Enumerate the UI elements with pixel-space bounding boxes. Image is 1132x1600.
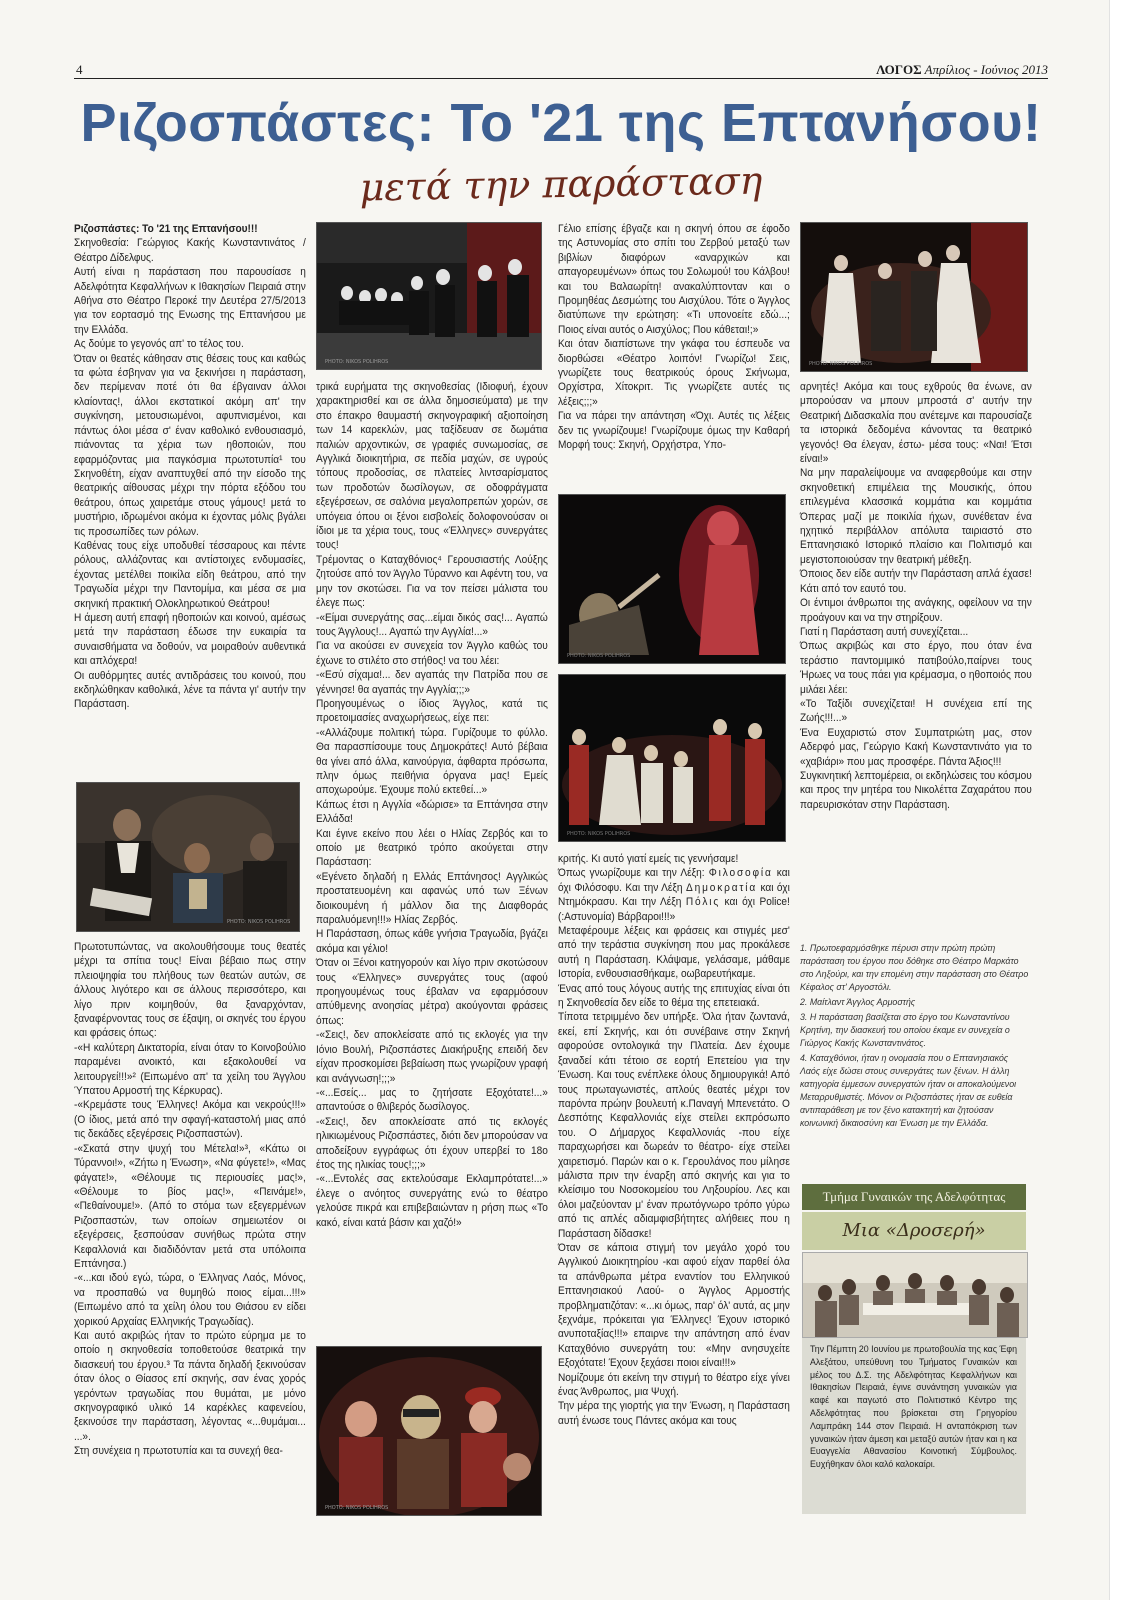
photo-masked-actors	[316, 1346, 542, 1516]
paragraph: Γιατί η Παράσταση αυτή συνεχίζεται...	[800, 625, 969, 638]
paragraph: Νομίζουμε ότι εκείνη την στιγμή το θέατρο είχε γίνει ένας Άνθρωπος, μια Ψυχή.	[558, 1371, 790, 1399]
paragraph: Για να ακούσει εν συνεχεία τον Άγγλο καθώς του έχωνε το στιλέτο στο στήθος! να του λέει:	[316, 640, 548, 667]
footnote: 3. Η παράσταση βασίζεται στο έργο του Κωνσταντίνου Κρητίνη, την διασκευή του οποίου έκαμε εν συνεχεία ο Γιώργος Κακής Κωνσταντινάτος.	[800, 1012, 1010, 1049]
paragraph: αρνητές! Ακόμα και τους εχθρούς θα ένωνε, αν μπορούσαν να μπουν μπροστά σ' αυτήν την Θεατρική Διδασκαλία που ανέτεμνε και παρουσίαζε τα ιστορικά δεδομένα κάνοντας τα θεατρικό γεγονός! Θα έλεγαν, έστω- μέσα τους: «Ναι! Έτσι είναι!»	[800, 381, 1032, 466]
paragraph: Καθένας τους είχε υποδυθεί τέσσαρους και πέντε ρόλους, αλλάζοντας και αντίστοιχες ενδυμασίες, έχοντας μετέλθει ποικίλα είδη θεάτρου, από την Τραγωδία μέχρι την Παντομίμα, και μέσα σε μια σκηνική πρακτική Ολοκληρωτικού Θεάτρου!	[74, 539, 306, 610]
paragraph: Όταν οι Ξένοι κατηγορούν και λίγο πριν σκοτώσουν τους «Έλληνες» συνεργάτες τους (αφού προηγουμένως τους έβαλαν να εφαρμόσουν απύθμενης ανοησίας μέτρα) ακούγονται φράσεις όπως:	[316, 957, 548, 1027]
footnote: 4. Καταχθόνιοι, ήταν η ονομασία που ο Επτανησιακός Λαός είχε δώσει στους συνεργάτες των ξένων. Η άλλη κατηγορία έμμεσων συνεργατών ήταν οι αποκαλούμενοι Μεταρρυθμιστές. Μόνον οι Ριζοσπάστες ήταν σε ευθεία αντιπαράθεση με τον ξένο κατακτητή και ζητούσαν κοινωνική δικαιοσύνη και Ένωση με την Ελλάδα.	[800, 1053, 1017, 1129]
paragraph: Η άμεση αυτή επαφή ηθοποιών και κοινού, αμέσως μετά την παράσταση έδωσε την ευκαιρία τα συναισθήματα να δοθούν, να μοιραθούν αυθεντικά και απλόχερα!	[74, 611, 306, 668]
paragraph: «Το Ταξίδι συνεχίζεται! Η συνέχεια επί της Ζωής!!!...»	[800, 697, 1032, 725]
article-title: Ριζοσπάστες: Το '21 της Επτανήσου!	[80, 93, 1042, 153]
paragraph: Αυτή είναι η παράσταση που παρουσίασε η Αδελφότητα Κεφαλλήνων κ Ιθακησίων Πειραιά στην Αθήνα στο Θέατρο Περοκέ την Δευτέρα 27/5/2013 για τον εορτασμό της Ενωσης της Επτανήσου με την Ελλάδα.	[74, 266, 306, 336]
paragraph: Οι αυθόρμητες αυτές αντιδράσεις του κοινού, που εκδηλώθηκαν καθολικά, λένε τα πάντα γι' αυτήν την Παράσταση.	[74, 669, 306, 711]
photo-credit: PHOTO: NIKOS POLIHROS	[325, 359, 389, 365]
paragraph: Οι έντιμοι άνθρωποι της ανάγκης, οφείλουν να την προάγουν και να την στηρίξουν.	[800, 597, 1032, 624]
paragraph: -«Η καλύτερη Δικτατορία, είναι όταν το Κοινοβούλιο παραμένει ανοικτό, και εξακολουθεί να λειτουργεί!!!»² (Ειπωμένο απ' τα χείλη του Άγγλου Ύπατου Αρμοστή της Κέρκυρας).	[74, 1041, 306, 1098]
paragraph: -«...και ιδού εγώ, τώρα, ο Έλληνας Λαός, Μόνος, να προσπαθώ να θυμηθώ ποιος είμαι...!!!» (Ειπωμένο από τα χείλη όλου του Θιάσου εν είδει χορικού Αρχαίας Ελληνικής Τραγωδίας).	[74, 1272, 306, 1328]
photo-credit: PHOTO: NIKOS POLIHROS	[325, 1505, 389, 1511]
photo-credit: PHOTO: NIKOS POLIHROS	[567, 831, 631, 837]
paragraph: Για να πάρει την απάντηση «Όχι. Αυτές τις λέξεις δεν τις γνωρίζουμε! Γνωρίζουμε όμως την Καθαρή Μορφή τους: Σκηνή, Ορχήστρα, Υπο-	[558, 410, 790, 452]
photo-credit: PHOTO: NIKOS POLIHROS	[567, 653, 631, 659]
issue-info	[876, 62, 1048, 78]
paragraph: Προηγουμένως ο ίδιος Άγγλος, κατά τις προετοιμασίες αναχωρήσεως, είχε πει:	[316, 697, 548, 725]
paragraph: Μεταφέρουμε λέξεις και φράσεις και στιγμές μεσ' από την τεράστια συγκίνηση που μας προκάλεσε αυτή η Παράσταση. Κλάψαμε, γελάσαμε, μάθαμε Ιστορία, ενθουσιασθήκαμε, οωβαρευτήκαμε.	[558, 925, 790, 981]
paragraph: -«Είμαι συνεργάτης σας...είμαι δικός σας!... Αγαπώ τους Άγγλους!... Αγαπώ την Αγγλία!...»	[316, 611, 548, 638]
column-3-top	[558, 222, 790, 453]
paragraph: -«Εσύ σίχαμα!... δεν αγαπάς την Πατρίδα που σε γέννησε! θα αγαπάς την Αγγλία;;;»	[316, 669, 548, 696]
paragraph: Όταν οι θεατές κάθησαν στις θέσεις τους και καθώς τα φώτα έσβηναν για να ξεκινήσει η παράσταση, δεν περίμεναν ποτέ ότι θα έβγαιναν άλλοι κλαίοντας!, άλλοι εκστατικοί ακόμη απ' την συγκίνηση, μετουσιωμένοι, αφυπνισμένοι, και πάντως όλοι μέσα σ' έναν καθολικό ενθουσιασμό, πιάνοντας τα χέρια των ηθοποιών, που εφαρμόζοντας μια παγκόσμια πρωτοτυπία¹ του Σκηνοθέτη, είχαν αναπτυχθεί από την είσοδο της θεατρικής αίθουσας μέχρι την πόρτα εξόδου του θεάτρου, όπως χαιρετάμε στους γάμους! μετά το μυστήριο, ιδρωμένοι ακόμα κι έχοντας μόλις βγάλει τις προσωπίδες των ρόλων.	[74, 352, 306, 538]
paragraph: Ένα Ευχαριστώ στον Συμπατριώτη μας, στον Αδερφό μας, Γεώργιο Κακή Κωνσταντινάτο για το «χαβιάρι» που μας προσφέρε. Πάντα Άξιος!!!	[800, 726, 1032, 768]
text-run: και όχι Police! (:Αστυνομία) Βάρβαροι!!!»	[558, 896, 790, 923]
photo-credit: PHOTO: NIKOS POLIHROS	[809, 361, 873, 367]
paragraph: Και έγινε εκείνο που λέει ο Ηλίας Ζερβός και το οποίο με θεατρικό τρόπο ακούγεται στην Παράσταση:	[316, 827, 548, 869]
footnote: 1. Πρωτοεφαρμόσθηκε πέρυσι στην πρώτη πρώτη παράσταση του έργου που δόθηκε στο Θέατρο Μαρκάτο στο Ληξούρι, και την επομένη στην παράσταση στο Θέατρο Κέφαλος στ' Αργοστόλι.	[800, 943, 1029, 993]
paragraph: Ένας από τους λόγους αυτής της επιτυχίας είναι ότι η Σκηνοθεσία δεν είδε το θέμα της επετειακά.	[558, 982, 790, 1010]
photo-red-ghost	[558, 494, 786, 664]
paragraph: κριτής. Κι αυτό γιατί εμείς τις γεννήσαμε!	[558, 853, 739, 865]
photo-dance-scene	[558, 674, 786, 842]
paragraph	[558, 866, 790, 924]
photo-image	[803, 1253, 1027, 1337]
photo-actor-reading	[76, 782, 300, 932]
photo-image	[317, 223, 541, 369]
paragraph: Την μέρα της γιορτής για την Ένωση, η Παράσταση αυτή ένωσε τους Πάντες ακόμα και τους	[558, 1400, 790, 1427]
photo-women-meeting	[802, 1252, 1028, 1338]
text-run: και όχι Ντημόκρασυ. Και την Λέξη	[558, 881, 790, 909]
paragraph: Κάπως έτσι η Αγγλία «δώρισε» τα Επτάνησα στην Ελλάδα!	[316, 798, 548, 826]
paragraph: Η Παράσταση, όπως κάθε γνήσια Τραγωδία, βγάζει ακόμα και γέλιο!	[316, 928, 548, 955]
paragraph: Τρέμοντας ο Καταχθόνιος⁴ Γερουσιαστής Λούξης ζητούσε από τον Άγγλο Τύραννο και Αφέντη του, να μην τον σκοτώσει. Για να τον πείσει μάλιστα του έλεγε πως:	[316, 553, 548, 610]
text-run: Όπως γνωρίζουμε και την Λέξη:	[558, 867, 705, 880]
meeting-subtitle: Μια «Δροσερή»	[802, 1212, 1026, 1250]
paragraph: Και όταν διαπίστωνε την γκάφα του έσπευδε να διορθώσει «Θέατρο λοιπόν! Γνωρίζω! Σεις, γνωρίζετε τους θεατρικούς όρους Σκήνωμα, Ορχίστρα, Χίτοκριτ. Τις γνωρίζετε αυτές τις λέξεις;;;»	[558, 338, 790, 408]
paragraph: Συγκινητική λεπτομέρεια, οι εκδηλώσεις του κόσμου και προς την μητέρα του Νικολέττα Ζαχαράτου που παρευρισκόταν στην Παράσταση.	[800, 769, 1032, 811]
paragraph: -«Σκατά στην ψυχή του Μέτελα!»³, «Κάτω οι Τύραννοι!», «Ζήτω η Ένωση», «Να φύγετε!», «Μας φάγατε!», «Θέλουμε τις περιουσίες μας!», «Θέλουμε το βίος μας!», «Πεινάμε!», «Πεθαίνουμε!». (Από το στόμα των εξεγερμένων Ριζοσπαστών, των οποίων σημειωτέον οι εξεγέρσεις, ξεσπούσαν συνήθως πρώτα στην Κεφαλλονιά και διαδιδόνταν μετά στα υπόλοιπα Επτάνησα.)	[74, 1142, 306, 1270]
photo-credit: PHOTO: NIKOS POLIHROS	[227, 919, 291, 925]
paragraph: -«Σεις!, δεν αποκλείσατε από τις εκλογές ηλικιωμένους Ριζοσπάστες, διότι δεν μπορούσαν να αποδείξουν εγγράφως ότι έχουν υπερβεί το 18ο έτος της ηλικίας τους!;;;»	[316, 1115, 548, 1171]
column-1-top	[74, 222, 306, 712]
meeting-text: Την Πέμπτη 20 Ιουνίου με πρωτοβουλία της κας Έφη Αλεξάτου, υπεύθυνη του Τμήματος Γυναικών και μέλος του Δ.Σ. της Αδελφότητας Κεφαλλήνων και Ιθακησίων Πειραιά, έγινε συνάντηση γυναικών για καφέ και παγωτό στο Πολιτιστικό Κέντρο της Αδελφότητας που βρίσκεται στη Γρηγορίου Λαμπράκη 144 στον Πειραιά. Η ανταπόκριση των γυναικών ήταν άμεση και μεταξύ αυτών ήταν και η κα Ευαγγελία Αθανασίου Κοινοτική Σύμβουλος. Ευχήθηκαν όλοι καλό καλοκαίρι.	[810, 1344, 1017, 1471]
photo-stage-group	[800, 222, 1028, 372]
page-number: 4	[76, 62, 83, 77]
paragraph: Να μην παραλείψουμε να αναφερθούμε και στην σκηνοθετική επιμέλεια της Μουσικής, όπου επιλεγμένα κλασσικά κομμάτια και κομμάτια Όπερας μαζί με ποικιλία ήχων, συνέθεταν ένα ηχητικό περιβάλλον απόλυτα ταιριαστό στο Επτανησιακό Ιστορικό πλαίσιο και Πολιτισμό και μεγιστοποιούσαν την θεατρική μέθεξη.	[800, 467, 1032, 566]
column-2	[316, 380, 548, 1230]
issue-name: ΛΟΓΟΣ	[876, 62, 922, 77]
paragraph: τρικά ευρήματα της σκηνοθεσίας (Ιδιοφυή, έχουν χαρακτηρισθεί και σε άλλα δημοσιεύματα) με την στο έπακρο θαυμαστή σκηνογραφική αξιοποίηση των 14 καρεκλών, μας ταξίδευαν σε δωμάτια παλιών αρχοντικών, σε γραφιές συνωμοσίας, σε Αγγλικά διοικητήρια, σε πεδία μαχών, σε υγρούς τόπους προδοσίας, σε πλατείες λιντσαρίσματος των προδοτών δωσίλογων, σε οδοφράγματα εξεγέρσεων, σε σαλόνια μεγαλοπρεπών χορών, σε υπόγεια όπου οι ξένοι εισβολείς δολοφονούσαν οι ίδιοι με τα χέρια τους, τους «Έλληνες» συνεργάτες τους!	[316, 381, 548, 552]
column-1-bottom	[74, 940, 306, 1459]
spaced-word: Δημοκρατία	[686, 881, 758, 894]
paragraph: Στη συνέχεια η πρωτοτυπία και τα συνεχή θεα-	[74, 1445, 283, 1458]
photo-image	[801, 223, 1027, 371]
lead-title: Ριζοσπάστες: Το '21 της Επτανήσου!!!	[74, 223, 258, 235]
paragraph: Πρωτοτυπώντας, να ακολουθήσουμε τους θεατές μέχρι τα σπίτια τους! Είναι βέβαιο πως στην πλειοψηφία του πλήθους των θεατών αυτών, σε άλλους λιγότερο και σε άλλους περισσότερο, και λίγο πριν κοιμηθούν, θα ξαναρχόνταν, ξαναφέρνοντας τους σε έξαψη, οι σκηνές του έργου και φράσεις όπως:	[74, 941, 306, 1040]
paragraph: Τίποτα τετριμμένο δεν υπήρξε. Όλα ήταν ζωντανά, εκεί, επί Σκηνής, και ότι συνέβαινε στην Σκηνή αφορούσε οντολογικά την Πλατεία. Δεν έχουμε ξαναδεί κάτι τέτοιο σε εορτή Επετείου για την Ένωση. Και τους ενέπλεκε όλους δημιουργικά! Από τους πρωταγωνιστές, απλούς θεατές μέχρι τον παρόντα πρώην βουλευτή κ.Παναγή Μπενετάτο. Ο Δεσπότης Κεφαλλονιάς είχε στείλει εκπρόσωπο του. Ο Δήμαρχος Κεφαλλονιάς -που είχε παραχωρήσει και δωρεάν το θέατρο- είχε στείλει χαιρετισμό. Παρών και ο κ. Γερουλάνος που μίλησε μάλιστα πριν την έναρξη από σκηνής και για το κλείσιμο του Νοσοκομείου του Ληξουρίου. Λες και όλοι μαζεύονταν μ' έναν πρωτόγνωρο τρόπο γύρω από τις απλές αδιαμφισβήτητες αλήθειες που η Παράσταση δίδασκε!	[558, 1011, 790, 1240]
paragraph: Όπως ακριβώς και στο έργο, που όταν ένα τεράστιο παντομιμικό πατιβούλο,παίρνει τους Ήρωες να τους πάει για κρέμασμα, ο ηθοποιός που μιλάει λέει:	[800, 640, 1032, 696]
paragraph: -«...Εσείς... μας το ζητήσατε Εξοχότατε!...» απαντούσε ο θλιβερός δωσίλογος.	[316, 1086, 548, 1114]
paragraph: Γέλιο επίσης έβγαζε και η σκηνή όπου σε έφοδο της Αστυνομίας στο σπίτι του Ζερβού μεταξύ των βιβλίων διαφόρων «αναρχικών και απαγορευμένων» όπως του Σολωμού! του Κάλβου! και του Βαλαωρίτη! ανακαλύπτονταν και ο Προμηθέας Δεσμώτης του Αισχύλου. Τότε ο Άγγλος διατύπωνε την ερώτηση: «Τι υπονοείτε εδώ...; Ποιος είναι αυτός ο Αισχύλος; Που κάθεται!;»	[558, 223, 790, 336]
credits: Σκηνοθεσία: Γεώργιος Κακής Κωνσταντινάτος / Θέατρο Δίδελφυς.	[74, 237, 306, 264]
footnote: 2. Μαίτλαντ Άγγλος Αρμοστής	[800, 997, 916, 1008]
article-subtitle: μετά την παράσταση	[359, 158, 763, 210]
paragraph: Όταν σε κάποια στιγμή τον μεγάλο χορό του Αγγλικού Διοικητηρίου -και αφού είχαν παρθεί όλα τα απάνθρωπα μέτρα εναντίον του Ελληνικού Επτανησιακού Λαού- ο Άγγλος Αρμοστής προβληματιζόταν: «...κι όμως, παρ' όλ' αυτά, ας μην ξεχνάμε, πρόκειται για Έλληνες! Έχουν ιστορικό ανυποταξίας!!!» επαιρνε την απάντηση από έναν Καταχθόνιο συνεργάτη του: «Μην ανησυχείτε Εξοχότατε! Έχουν ξεχάσει ποιοι είναι!!!»	[558, 1241, 790, 1370]
paragraph: Ας δούμε το γεγονός απ' το τέλος του.	[74, 338, 244, 351]
column-3-bottom	[558, 852, 790, 1428]
paragraph: -«Κρεμάστε τους Έλληνες! Ακόμα και νεκρούς!!!» (Ο ίδιος, μετά από την σφαγή-καταστολή μιας από τις δεκάδες εξεγέρσεις Ριζοσπαστών).	[74, 1099, 306, 1141]
paragraph: «Εγένετο δηλαδή η Ελλάς Επτάνησος! Αγγλικώς προστατευομένη και αφανώς υπό των Ξένων διοικουμένη ή μάλλον δια της Διαφθοράς παραλυόμενη!!!» Ηλίας Ζερβός.	[316, 870, 548, 927]
photo-image	[559, 495, 785, 663]
photo-image	[559, 675, 785, 841]
spaced-word: Πόλις	[685, 896, 721, 909]
womens-section-header: Τμήμα Γυναικών της Αδελφότητας	[802, 1184, 1026, 1210]
spaced-word: Φιλοσοφία	[708, 867, 773, 880]
paragraph: -«Σεις!, δεν αποκλείσατε από τις εκλογές για την Ιόνιο Βουλή, Ριζοσπάστες Διακήρυξης επειδή δεν είχαν προσκομίσει βεβαίωση πως γνωρίζουν γραφή και ανάγνωση!;;;»	[316, 1029, 548, 1085]
paragraph: -«Αλλάζουμε πολιτική τώρα. Γυρίζουμε το φύλλο. Θα παρασπίσουμε τους Δημοκράτες! Αυτό βέβαια θα γίνει από άλλα, καινούργια, άφθαρτα πρόσωπα, πλην όμως πειθήνια όργανα μας! Εμείς αποχωρούμε. Έχουμε πολύ εκτεθεί...»	[316, 726, 548, 797]
paragraph: -«...Εντολές σας εκτελούσαμε Εκλαμπρότατε!...» έλεγε ο ανόητος συνεργάτης ενώ το θέατρο γελούσε πικρά και επιβεβαιώνταν η ρήση πως «Το κακό, είναι κατά βάσιν και χαζό!»	[316, 1173, 548, 1229]
footnotes	[800, 942, 1030, 1132]
paragraph: Και αυτό ακριβώς ήταν το πρώτο εύρημα με το οποίο η σκηνοθεσία τοποθετούσε θεατρικά την διασκευή του έργου.³ Τα πάντα δηλαδή ξεκινούσαν όταν όλος ο Θίασος επί σκηνής, σαν ένας χορός γερόντων τραγωδίας που θυμάται, με μόνο σκηνογραφικό υλικό 14 καρέκλες καφενείου, ξεκινούσε την παράσταση, λέγοντας «...θυμάμαι... ...».	[74, 1329, 306, 1443]
issue-period: Απρίλιος - Ιούνιος 2013	[924, 62, 1048, 77]
page-header	[74, 62, 1048, 79]
meeting-text-box	[802, 1338, 1026, 1514]
text-run: και όχι Φιλόσοφυ. Και την Λέξη	[558, 867, 790, 894]
paragraph: Όποιος δεν είδε αυτήν την Παράσταση απλά έχασε! Κάτι από τον εαυτό του.	[800, 568, 1032, 595]
scan-edge	[1110, 0, 1132, 1600]
column-4	[800, 380, 1032, 812]
photo-image	[77, 783, 299, 931]
photo-image	[317, 1347, 541, 1515]
photo-cast-chairs	[316, 222, 542, 370]
